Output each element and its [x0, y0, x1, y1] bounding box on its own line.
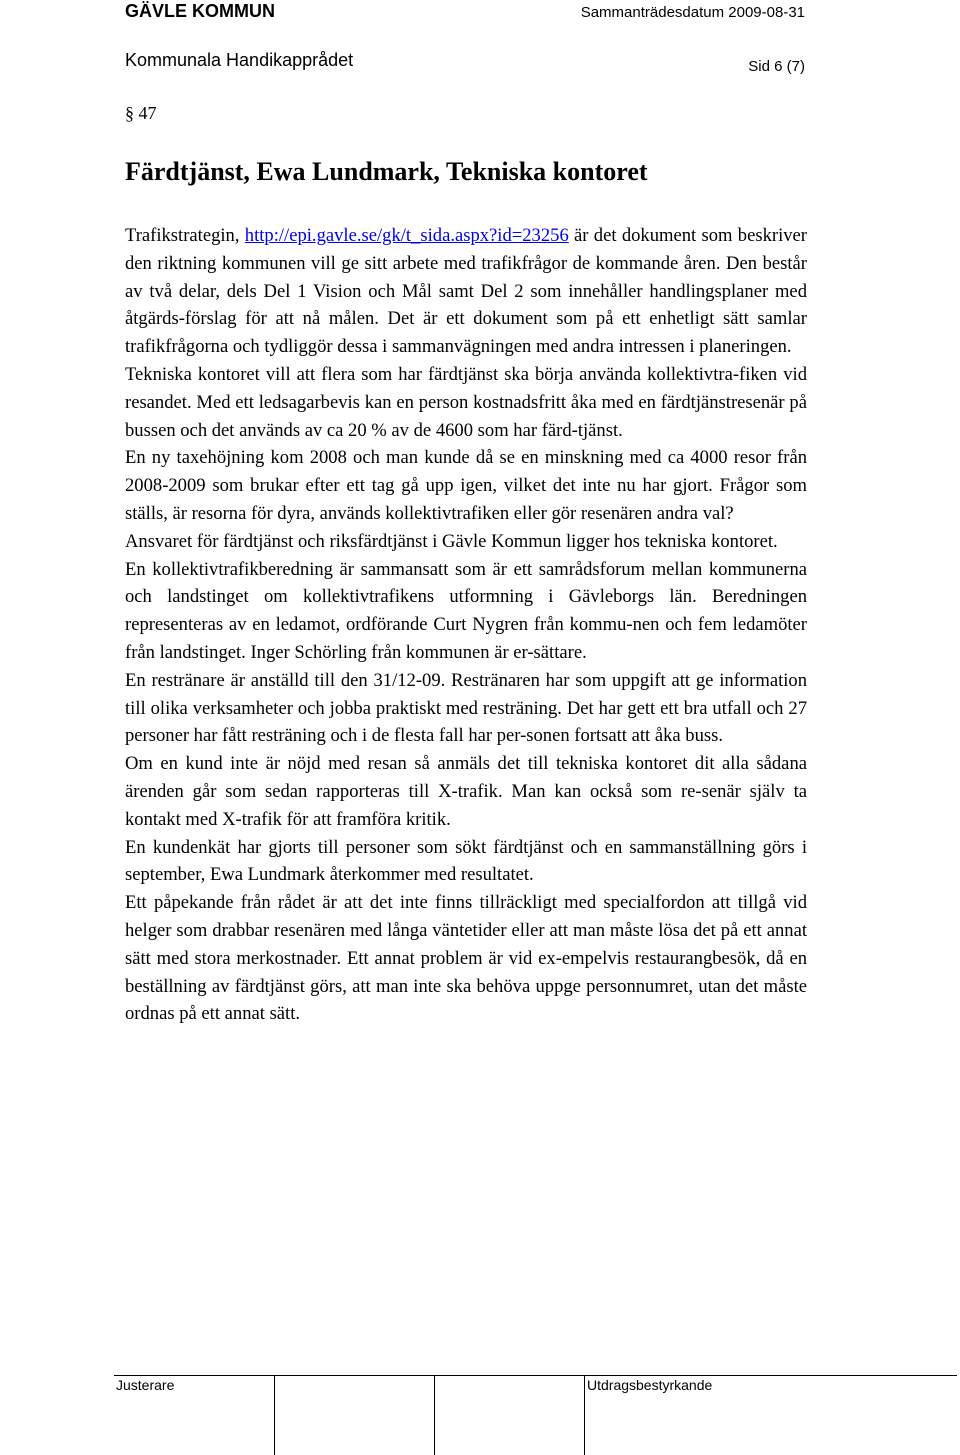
- section-title: Färdtjänst, Ewa Lundmark, Tekniska kontoret: [125, 157, 648, 186]
- meeting-date: Sammanträdesdatum 2009-08-31: [580, 4, 805, 21]
- body-text: [125, 222, 807, 1028]
- body-paragraph: En kollektivtrafikberedning är sammansatt som är ett samrådsforum mellan kommunerna och landstinget om kollektivtrafikens utformning i Gävleborgs län. Beredningen representeras av en ledamot, ordförande Curt Nygren från kommu-nen och fem ledamöter från landstinget. Inger Schörling från kommunen är er-sättare.: [125, 558, 807, 663]
- footer-divider: [114, 1375, 957, 1376]
- paragraph-number: [125, 103, 157, 124]
- page-number: Sid 6 (7): [748, 58, 805, 75]
- extract-certification-label: Utdragsbestyrkande: [587, 1377, 713, 1393]
- body-paragraph: En ny taxehöjning kom 2008 och man kunde då se en minskning med ca 4000 resor från 2008-2009 som brukar efter ett tag gå upp igen, vilket det inte nu har gjort. Frågor som ställs, är resorna för dyra, används kollektivtrafiken eller gör resenären andra val?: [125, 447, 807, 524]
- body-paragraph: En restränare är anställd till den 31/12-09. Restränaren har som uppgift att ge information till olika verksamheter och jobba praktiskt med resträning. Det har gett ett bra utfall och 27 personer har fått resträning och i de flesta fall har per-sonen fortsatt att åka buss.: [125, 669, 807, 747]
- adjuster-label: Justerare: [116, 1377, 175, 1393]
- footer-column-divider: [584, 1375, 585, 1455]
- body-paragraph: Om en kund inte är nöjd med resan så anmäls det till tekniska kontoret dit alla sådana ärenden går som sedan rapporteras till X-trafik. Man kan också som re-senär själv ta kontakt med X-trafik för att framföra kritik.: [125, 753, 807, 830]
- footer-column-divider: [274, 1375, 275, 1455]
- footer-column-divider: [434, 1375, 435, 1455]
- intro-text-end: är det dokument som beskriver den riktning kommunen vill ge sitt arbete med trafikfrågor de kommande åren. Den består av två delar, dels Del 1 Vision och Mål samt Del 2 som innehåller handlingsplaner med åtgärds-förslag för att nå målen. Det är ett dokument som på ett enhetligt sätt samlar trafikfrågorna och tydliggör dessa i sammanvägningen med andra intressen i planeringen.: [125, 225, 807, 358]
- trafikstrategi-link[interactable]: http://epi.gavle.se/gk/t_sida.aspx?id=23256: [244, 225, 569, 246]
- section-number: 47: [138, 103, 157, 123]
- intro-text-start: Trafikstrategin,: [125, 225, 245, 246]
- section-symbol: §: [125, 103, 134, 123]
- board-name: Kommunala Handikapprådet: [125, 50, 354, 70]
- body-paragraph: En kundenkät har gjorts till personer som sökt färdtjänst och en sammanställning görs i september, Ewa Lundmark återkommer med resultatet.: [125, 836, 807, 886]
- body-paragraph: Tekniska kontoret vill att flera som har färdtjänst ska börja använda kollektivtra-fiken vid resandet. Med ett ledsagarbevis kan en person kostnadsfritt åka med en färdtjänstresenär på bussen och det används av ca 20 % av de 4600 som har färd-tjänst.: [125, 363, 807, 441]
- body-paragraph: Ansvaret för färdtjänst och riksfärdtjänst i Gävle Kommun ligger hos tekniska kontoret.: [125, 530, 778, 552]
- organization-name: GÄVLE KOMMUN: [125, 1, 275, 21]
- intro-paragraph: [125, 222, 807, 361]
- body-paragraph: Ett påpekande från rådet är att det inte finns tillräckligt med specialfordon att tillgå vid helger som drabbar resenären med långa väntetider eller att man måste lösa det på ett annat sätt med stora merkostnader. Ett annat problem är vid ex-empelvis restaurangbesök, då en beställning av färdtjänst görs, att man inte ska behöva uppge personnumret, utan det måste ordnas på ett annat sätt.: [125, 892, 807, 1025]
